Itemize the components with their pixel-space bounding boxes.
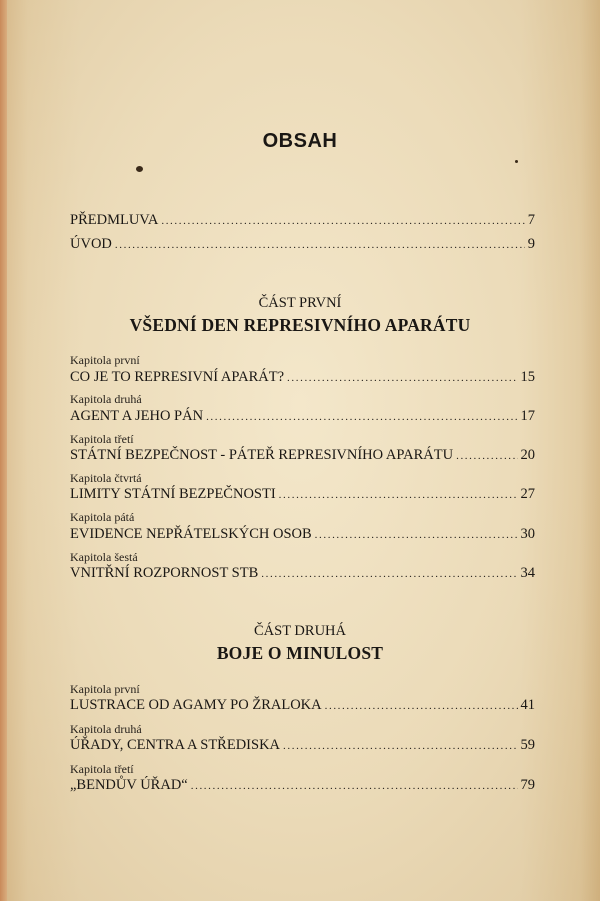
toc-entry[interactable] — [70, 737, 535, 755]
part-label: ČÁST DRUHÁ — [254, 623, 346, 639]
toc-entry-predmluva[interactable] — [70, 212, 535, 230]
leader-dots — [161, 215, 524, 227]
leader-dots — [456, 450, 517, 462]
toc-entry-title: ÚVOD — [70, 236, 112, 252]
chapter-label: Kapitola čtvrtá — [70, 471, 142, 485]
leader-dots — [315, 529, 518, 541]
toc-entry[interactable] — [70, 369, 535, 387]
toc-entry[interactable] — [70, 777, 535, 795]
toc-entry-title: LIMITY STÁTNÍ BEZPEČNOSTI — [70, 486, 276, 502]
toc-entry-page: 17 — [520, 408, 535, 424]
leader-dots — [283, 740, 517, 752]
chapter-label: Kapitola druhá — [70, 392, 142, 406]
toc-entry-title: STÁTNÍ BEZPEČNOST - PÁTEŘ REPRESIVNÍHO APARÁTU — [70, 447, 454, 463]
toc-entry[interactable] — [70, 526, 535, 544]
toc-entry-title: VNITŘNÍ ROZPORNOST STB — [70, 565, 259, 581]
toc-entry-page: 79 — [520, 777, 535, 793]
part-label: ČÁST PRVNÍ — [258, 295, 342, 311]
toc-entry[interactable] — [70, 697, 535, 715]
toc-entry[interactable] — [70, 486, 535, 504]
toc-entry-page: 7 — [527, 212, 535, 228]
ink-speck — [136, 166, 143, 172]
part-title: VŠEDNÍ DEN REPRESIVNÍHO APARÁTU — [129, 315, 471, 335]
toc-entry-title: EVIDENCE NEPŘÁTELSKÝCH OSOB — [70, 526, 312, 542]
chapter-label: Kapitola druhá — [70, 722, 142, 736]
page-title: OBSAH — [262, 130, 338, 152]
leader-dots — [261, 568, 517, 580]
toc-entry-page: 34 — [520, 565, 535, 581]
chapter-label: Kapitola první — [70, 353, 140, 367]
toc-entry-page: 41 — [520, 697, 535, 713]
toc-entry-title: CO JE TO REPRESIVNÍ APARÁT? — [70, 369, 285, 385]
leader-dots — [325, 700, 518, 712]
leader-dots — [206, 411, 517, 423]
toc-entry-title: PŘEDMLUVA — [70, 212, 159, 228]
leader-dots — [115, 239, 525, 251]
chapter-label: Kapitola první — [70, 682, 140, 696]
leader-dots — [279, 489, 518, 501]
toc-entry-page: 27 — [520, 486, 535, 502]
toc-entry[interactable] — [70, 447, 535, 465]
toc-entry-page: 59 — [520, 737, 535, 753]
toc-entry-title: ÚŘADY, CENTRA A STŘEDISKA — [70, 737, 281, 753]
chapter-label: Kapitola třetí — [70, 432, 134, 446]
toc-entry-page: 9 — [527, 236, 535, 252]
chapter-label: Kapitola třetí — [70, 762, 134, 776]
toc-entry-title: „BENDŮV ÚŘAD“ — [70, 777, 188, 793]
part-title: BOJE O MINULOST — [216, 643, 384, 663]
toc-entry[interactable] — [70, 565, 535, 583]
toc-entry[interactable] — [70, 408, 535, 426]
ink-speck — [515, 160, 518, 163]
chapter-label: Kapitola pátá — [70, 510, 135, 524]
toc-entry-page: 30 — [520, 526, 535, 542]
leader-dots — [287, 372, 517, 384]
toc-entry-title: LUSTRACE OD AGAMY PO ŽRALOKA — [70, 697, 322, 713]
toc-entry-uvod[interactable] — [70, 236, 535, 254]
toc-entry-page: 15 — [520, 369, 535, 385]
toc-entry-title: AGENT A JEHO PÁN — [70, 408, 204, 424]
toc-entry-page: 20 — [520, 447, 535, 463]
leader-dots — [191, 780, 518, 792]
chapter-label: Kapitola šestá — [70, 550, 138, 564]
